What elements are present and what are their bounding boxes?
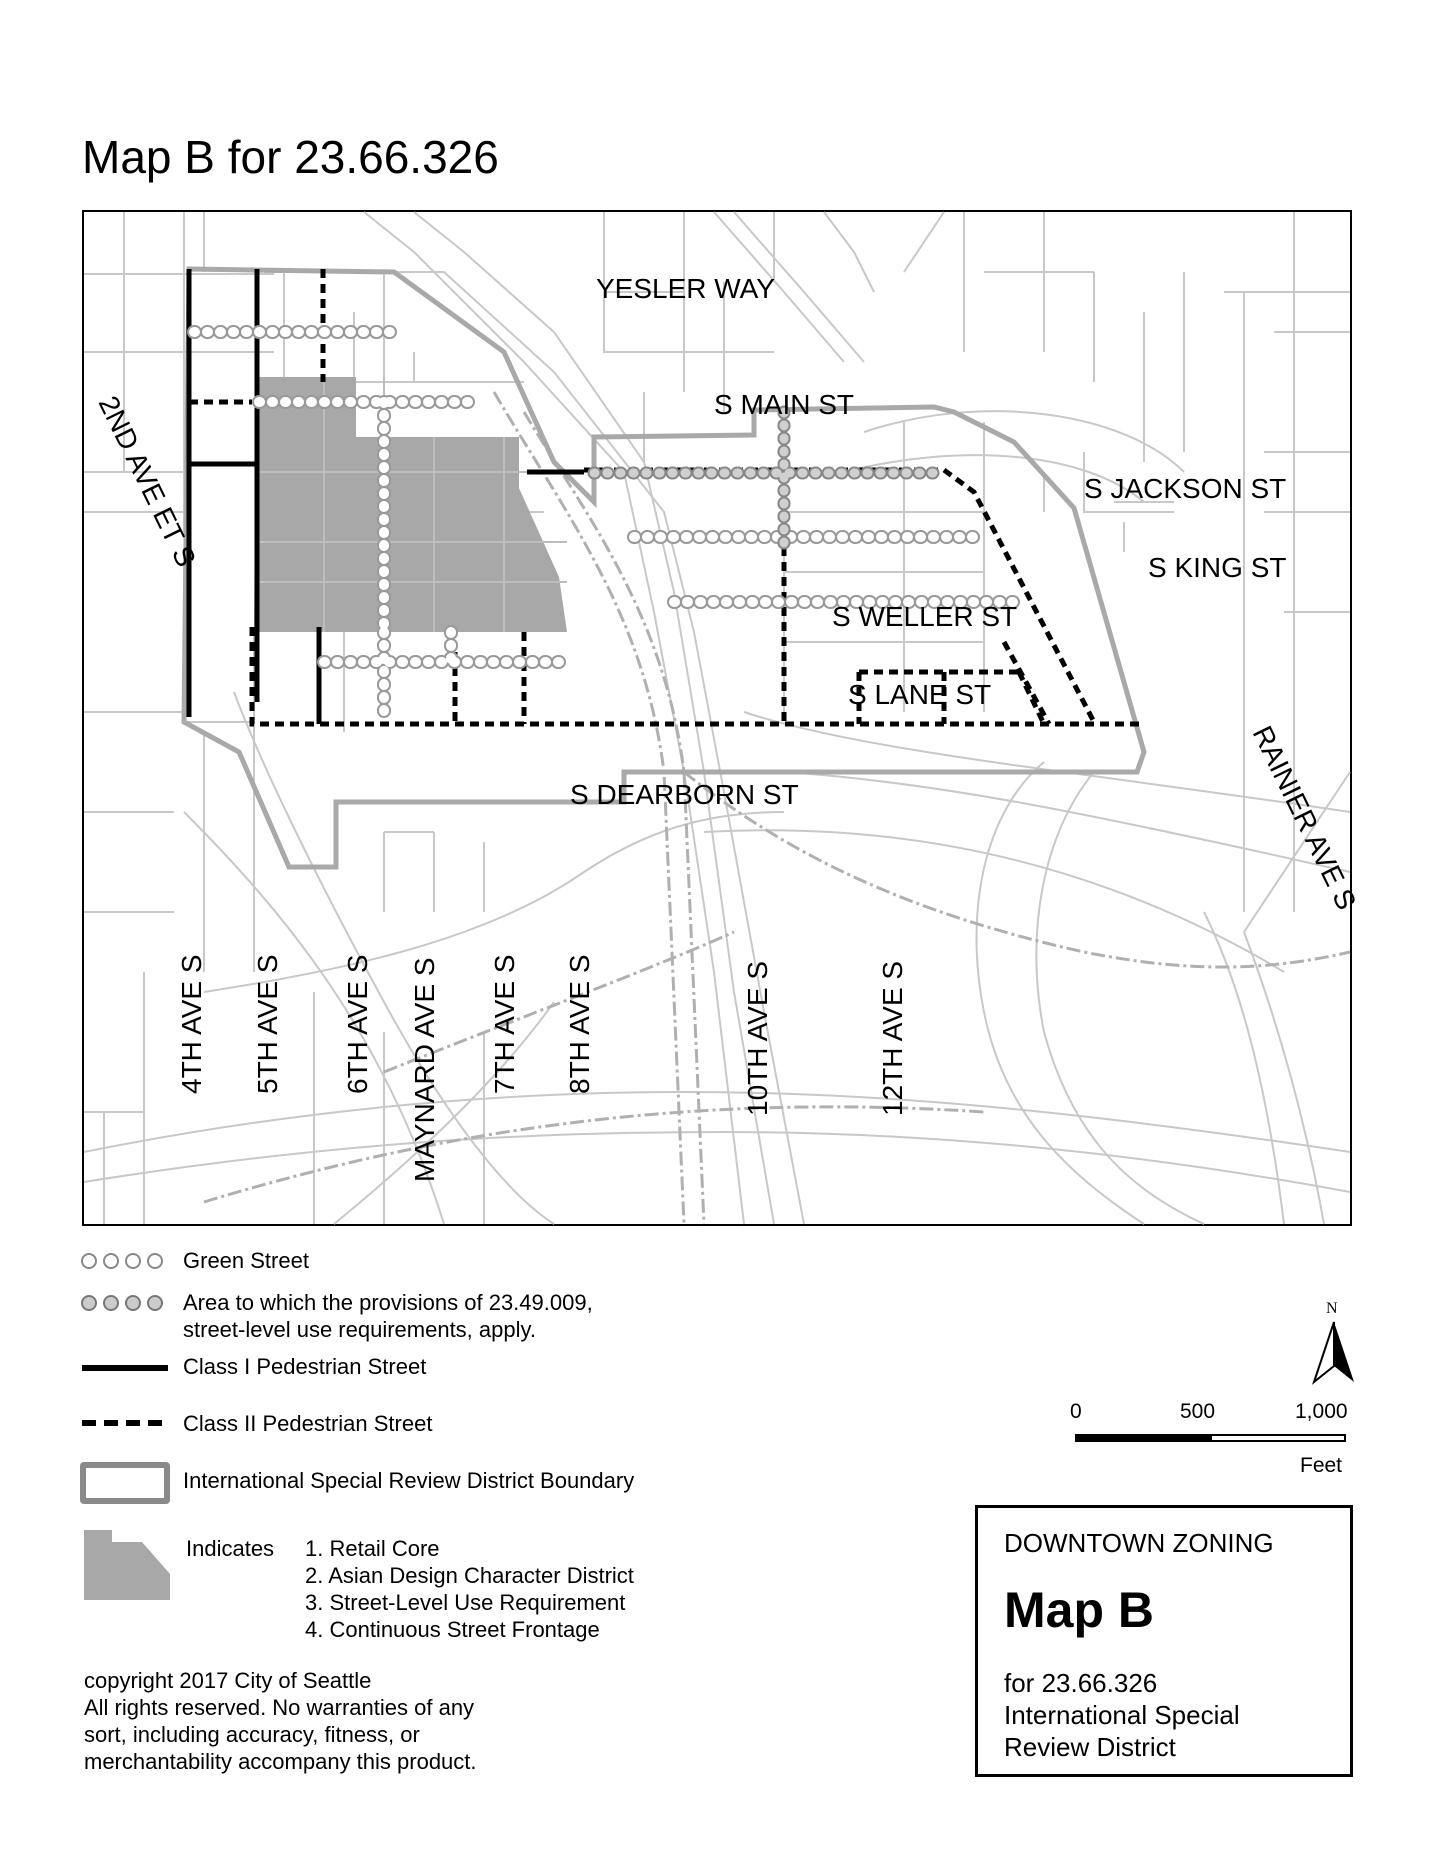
page-title: Map B for 23.66.326	[82, 131, 499, 183]
label-lane: S LANE ST	[848, 679, 992, 710]
scale-label-1000: 1,000	[1295, 1400, 1348, 1423]
retail-core-symbol	[84, 1530, 174, 1602]
map-canvas[interactable]	[84, 212, 1363, 1224]
legend-item-3: 3. Street-Level Use Requirement	[305, 1590, 626, 1615]
label-4th-ave: 4TH AVE S	[176, 954, 207, 1094]
scale-label-500: 500	[1180, 1400, 1216, 1423]
label-12th-ave: 12TH AVE S	[877, 960, 908, 1116]
scale-bar-white	[1210, 1434, 1346, 1442]
copyright-line-4: merchantability accompany this product.	[84, 1749, 477, 1774]
title-box	[975, 1505, 1353, 1777]
scale-unit: Feet	[1300, 1454, 1343, 1477]
retail-core-area	[254, 377, 567, 632]
copyright-notice	[84, 1667, 554, 1775]
label-yesler: YESLER WAY	[596, 273, 775, 304]
boundary-symbol	[80, 1462, 170, 1504]
class-2-symbol	[82, 1418, 172, 1428]
copyright-line-1: copyright 2017 City of Seattle	[84, 1668, 372, 1693]
label-5th-ave: 5TH AVE S	[252, 954, 283, 1094]
north-label: N	[1326, 1300, 1338, 1317]
legend-item-1: 1. Retail Core	[305, 1536, 440, 1561]
label-8th-ave: 8TH AVE S	[564, 954, 595, 1094]
label-dearborn: S DEARBORN ST	[570, 779, 799, 810]
scale-bar	[1065, 1400, 1355, 1490]
legend-class-1: Class I Pedestrian Street	[183, 1354, 427, 1379]
label-10th-ave: 10TH AVE S	[742, 960, 773, 1116]
label-7th-ave: 7TH AVE S	[489, 954, 520, 1094]
copyright-line-3: sort, including accuracy, fitness, or	[84, 1722, 420, 1747]
copyright-line-2: All rights reserved. No warranties of any	[84, 1695, 475, 1720]
label-jackson: S JACKSON ST	[1084, 473, 1287, 504]
title-box-map-name: Map B	[1004, 1582, 1154, 1638]
green-street-symbol	[80, 1251, 170, 1271]
legend-boundary: International Special Review District Boundary	[183, 1468, 635, 1493]
label-maynard-ave: MAYNARD AVE S	[409, 957, 440, 1182]
north-arrow-icon	[1312, 1322, 1356, 1386]
label-weller: S WELLER ST	[832, 601, 1018, 632]
legend-area-provisions-2: street-level use requirements, apply.	[183, 1317, 536, 1342]
scale-bar-black	[1075, 1434, 1210, 1442]
legend-retail-list	[305, 1535, 634, 1643]
label-2nd-ave: 2ND AVE ET S	[92, 391, 202, 572]
legend-area-provisions: Area to which the provisions of 23.49.009,	[183, 1290, 593, 1315]
title-box-line-3: Review District	[1004, 1732, 1176, 1762]
map-frame[interactable]	[82, 210, 1363, 1226]
label-main: S MAIN ST	[714, 389, 855, 420]
north-arrow	[1312, 1300, 1356, 1390]
legend-indicates: Indicates	[186, 1536, 275, 1561]
class-1-symbol	[82, 1365, 168, 1371]
label-6th-ave: 6TH AVE S	[342, 954, 373, 1094]
legend-class-2: Class II Pedestrian Street	[183, 1411, 433, 1436]
street-level-use-symbol	[80, 1293, 170, 1313]
legend-item-2: 2. Asian Design Character District	[305, 1563, 634, 1588]
label-king: S KING ST	[1148, 552, 1287, 583]
title-box-line-2: International Special	[1004, 1700, 1240, 1730]
title-box-heading: DOWNTOWN ZONING	[1004, 1528, 1274, 1558]
title-box-line-1: for 23.66.326	[1004, 1668, 1158, 1698]
scale-label-0: 0	[1070, 1400, 1082, 1423]
label-rainier: RAINIER AVE S	[1246, 721, 1363, 915]
legend-item-4: 4. Continuous Street Frontage	[305, 1617, 600, 1642]
legend-green-street: Green Street	[183, 1248, 309, 1273]
